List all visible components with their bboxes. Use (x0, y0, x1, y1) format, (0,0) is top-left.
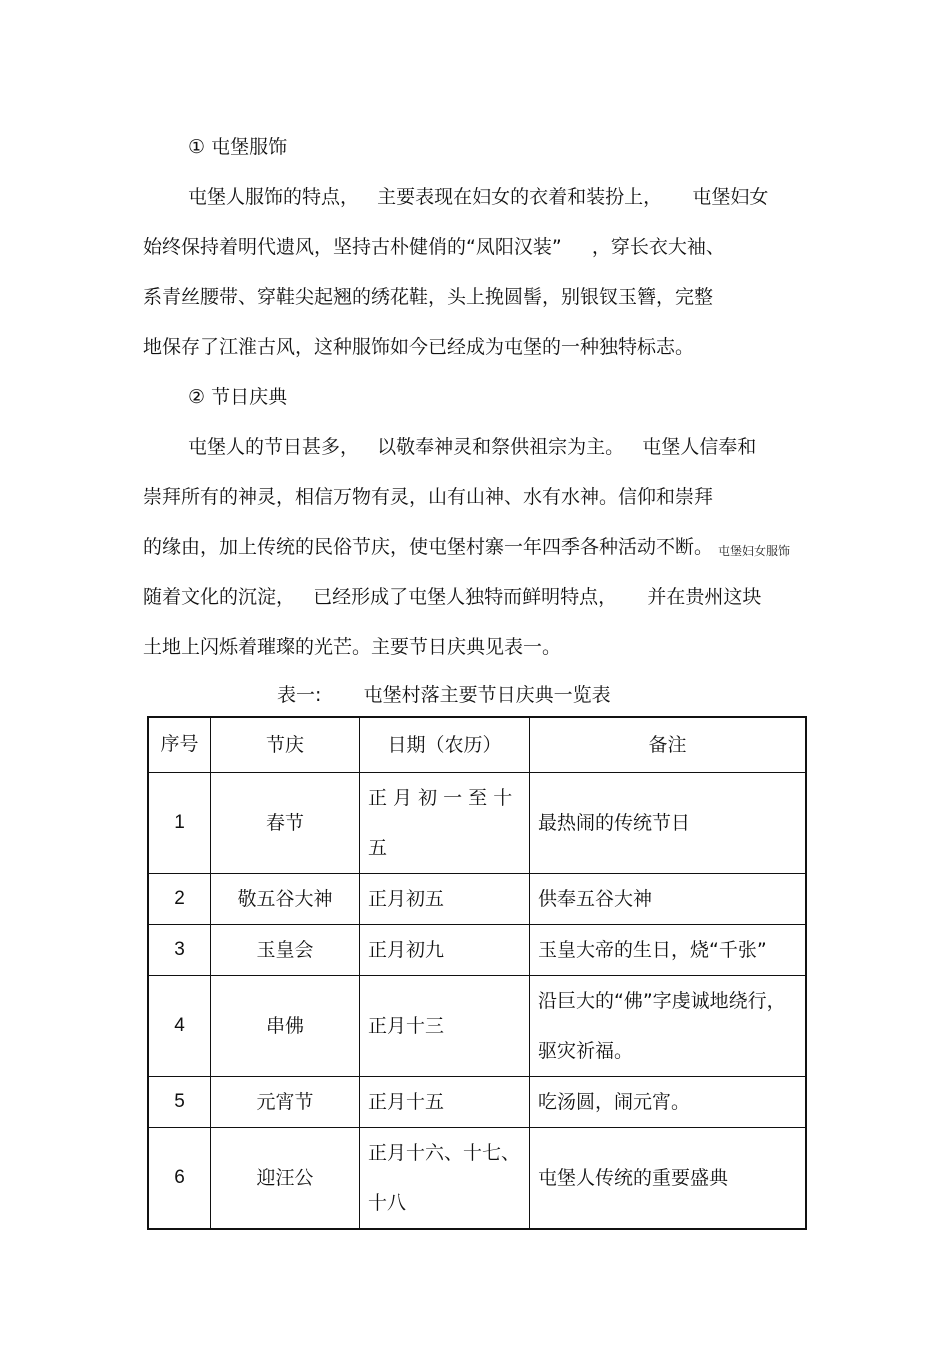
row-no: 5 (148, 1077, 211, 1128)
row-festival: 串佛 (211, 976, 360, 1077)
festival-table (147, 716, 807, 1230)
image-caption: 屯堡妇女服饰 (718, 544, 791, 558)
table-row (148, 874, 806, 925)
row-festival: 玉皇会 (211, 925, 360, 976)
table-row (148, 1077, 806, 1128)
paragraph-line: 屯堡人服饰的特点， 主要表现在妇女的衣着和装扮上， 屯堡妇女 (188, 186, 769, 208)
section-2-heading: ② 节日庆典 (188, 386, 288, 408)
paragraph-line: 屯堡人的节日甚多， 以敬奉神灵和祭供祖宗为主。 屯堡人信奉和 (188, 436, 757, 458)
row-no: 2 (148, 874, 211, 925)
row-no: 4 (148, 976, 211, 1077)
row-no: 3 (148, 925, 211, 976)
row-festival: 敬五谷大神 (211, 874, 360, 925)
table-row (148, 1128, 806, 1230)
row-note: 最热闹的传统节日 (530, 773, 807, 874)
table-title: 表一: 屯堡村落主要节日庆典一览表 (277, 684, 611, 706)
row-festival: 元宵节 (211, 1077, 360, 1128)
paragraph-line: 崇拜所有的神灵，相信万物有灵，山有山神、水有水神。信仰和崇拜 (143, 486, 714, 508)
row-festival: 春节 (211, 773, 360, 874)
table-row (148, 925, 806, 976)
header-no: 序号 (148, 717, 211, 773)
section-1-heading: ① 屯堡服饰 (188, 136, 288, 158)
row-date: 正月初九 (360, 925, 530, 976)
row-note: 供奉五谷大神 (530, 874, 807, 925)
row-no: 6 (148, 1128, 211, 1230)
row-note: 沿巨大的“佛”字虔诚地绕行，驱灾祈福。 (530, 976, 807, 1077)
paragraph-line: 系青丝腰带、穿鞋尖起翘的绣花鞋，头上挽圆髻，别银钗玉簪，完整 (143, 286, 714, 308)
paragraph-line: 始终保持着明代遗风，坚持古朴健俏的“凤阳汉装” ，穿长衣大袖、 (143, 236, 725, 258)
header-date: 日期（农历） (360, 717, 530, 773)
header-note: 备注 (530, 717, 807, 773)
row-date: 正月十三 (360, 976, 530, 1077)
table-row (148, 773, 806, 874)
table-row (148, 976, 806, 1077)
paragraph-line: 的缘由，加上传统的民俗节庆，使屯堡村寨一年四季各种活动不断。 (143, 536, 714, 558)
row-no: 1 (148, 773, 211, 874)
table-header-row (148, 717, 806, 773)
paragraph-line: 土地上闪烁着璀璨的光芒。主要节日庆典见表一。 (143, 636, 562, 658)
row-note: 吃汤圆，闹元宵。 (530, 1077, 807, 1128)
header-festival: 节庆 (211, 717, 360, 773)
row-note: 玉皇大帝的生日，烧“千张” (530, 925, 807, 976)
row-note: 屯堡人传统的重要盛典 (530, 1128, 807, 1230)
paragraph-line: 地保存了江淮古风，这种服饰如今已经成为屯堡的一种独特标志。 (143, 336, 695, 358)
paragraph-line: 随着文化的沉淀， 已经形成了屯堡人独特而鲜明特点， 并在贵州这块 (143, 586, 762, 608)
row-date: 正月初五 (360, 874, 530, 925)
row-date: 正 月 初 一 至 十 五 (360, 773, 530, 874)
row-festival: 迎汪公 (211, 1128, 360, 1230)
row-date: 正月十五 (360, 1077, 530, 1128)
row-date: 正月十六、十七、十八 (360, 1128, 530, 1230)
